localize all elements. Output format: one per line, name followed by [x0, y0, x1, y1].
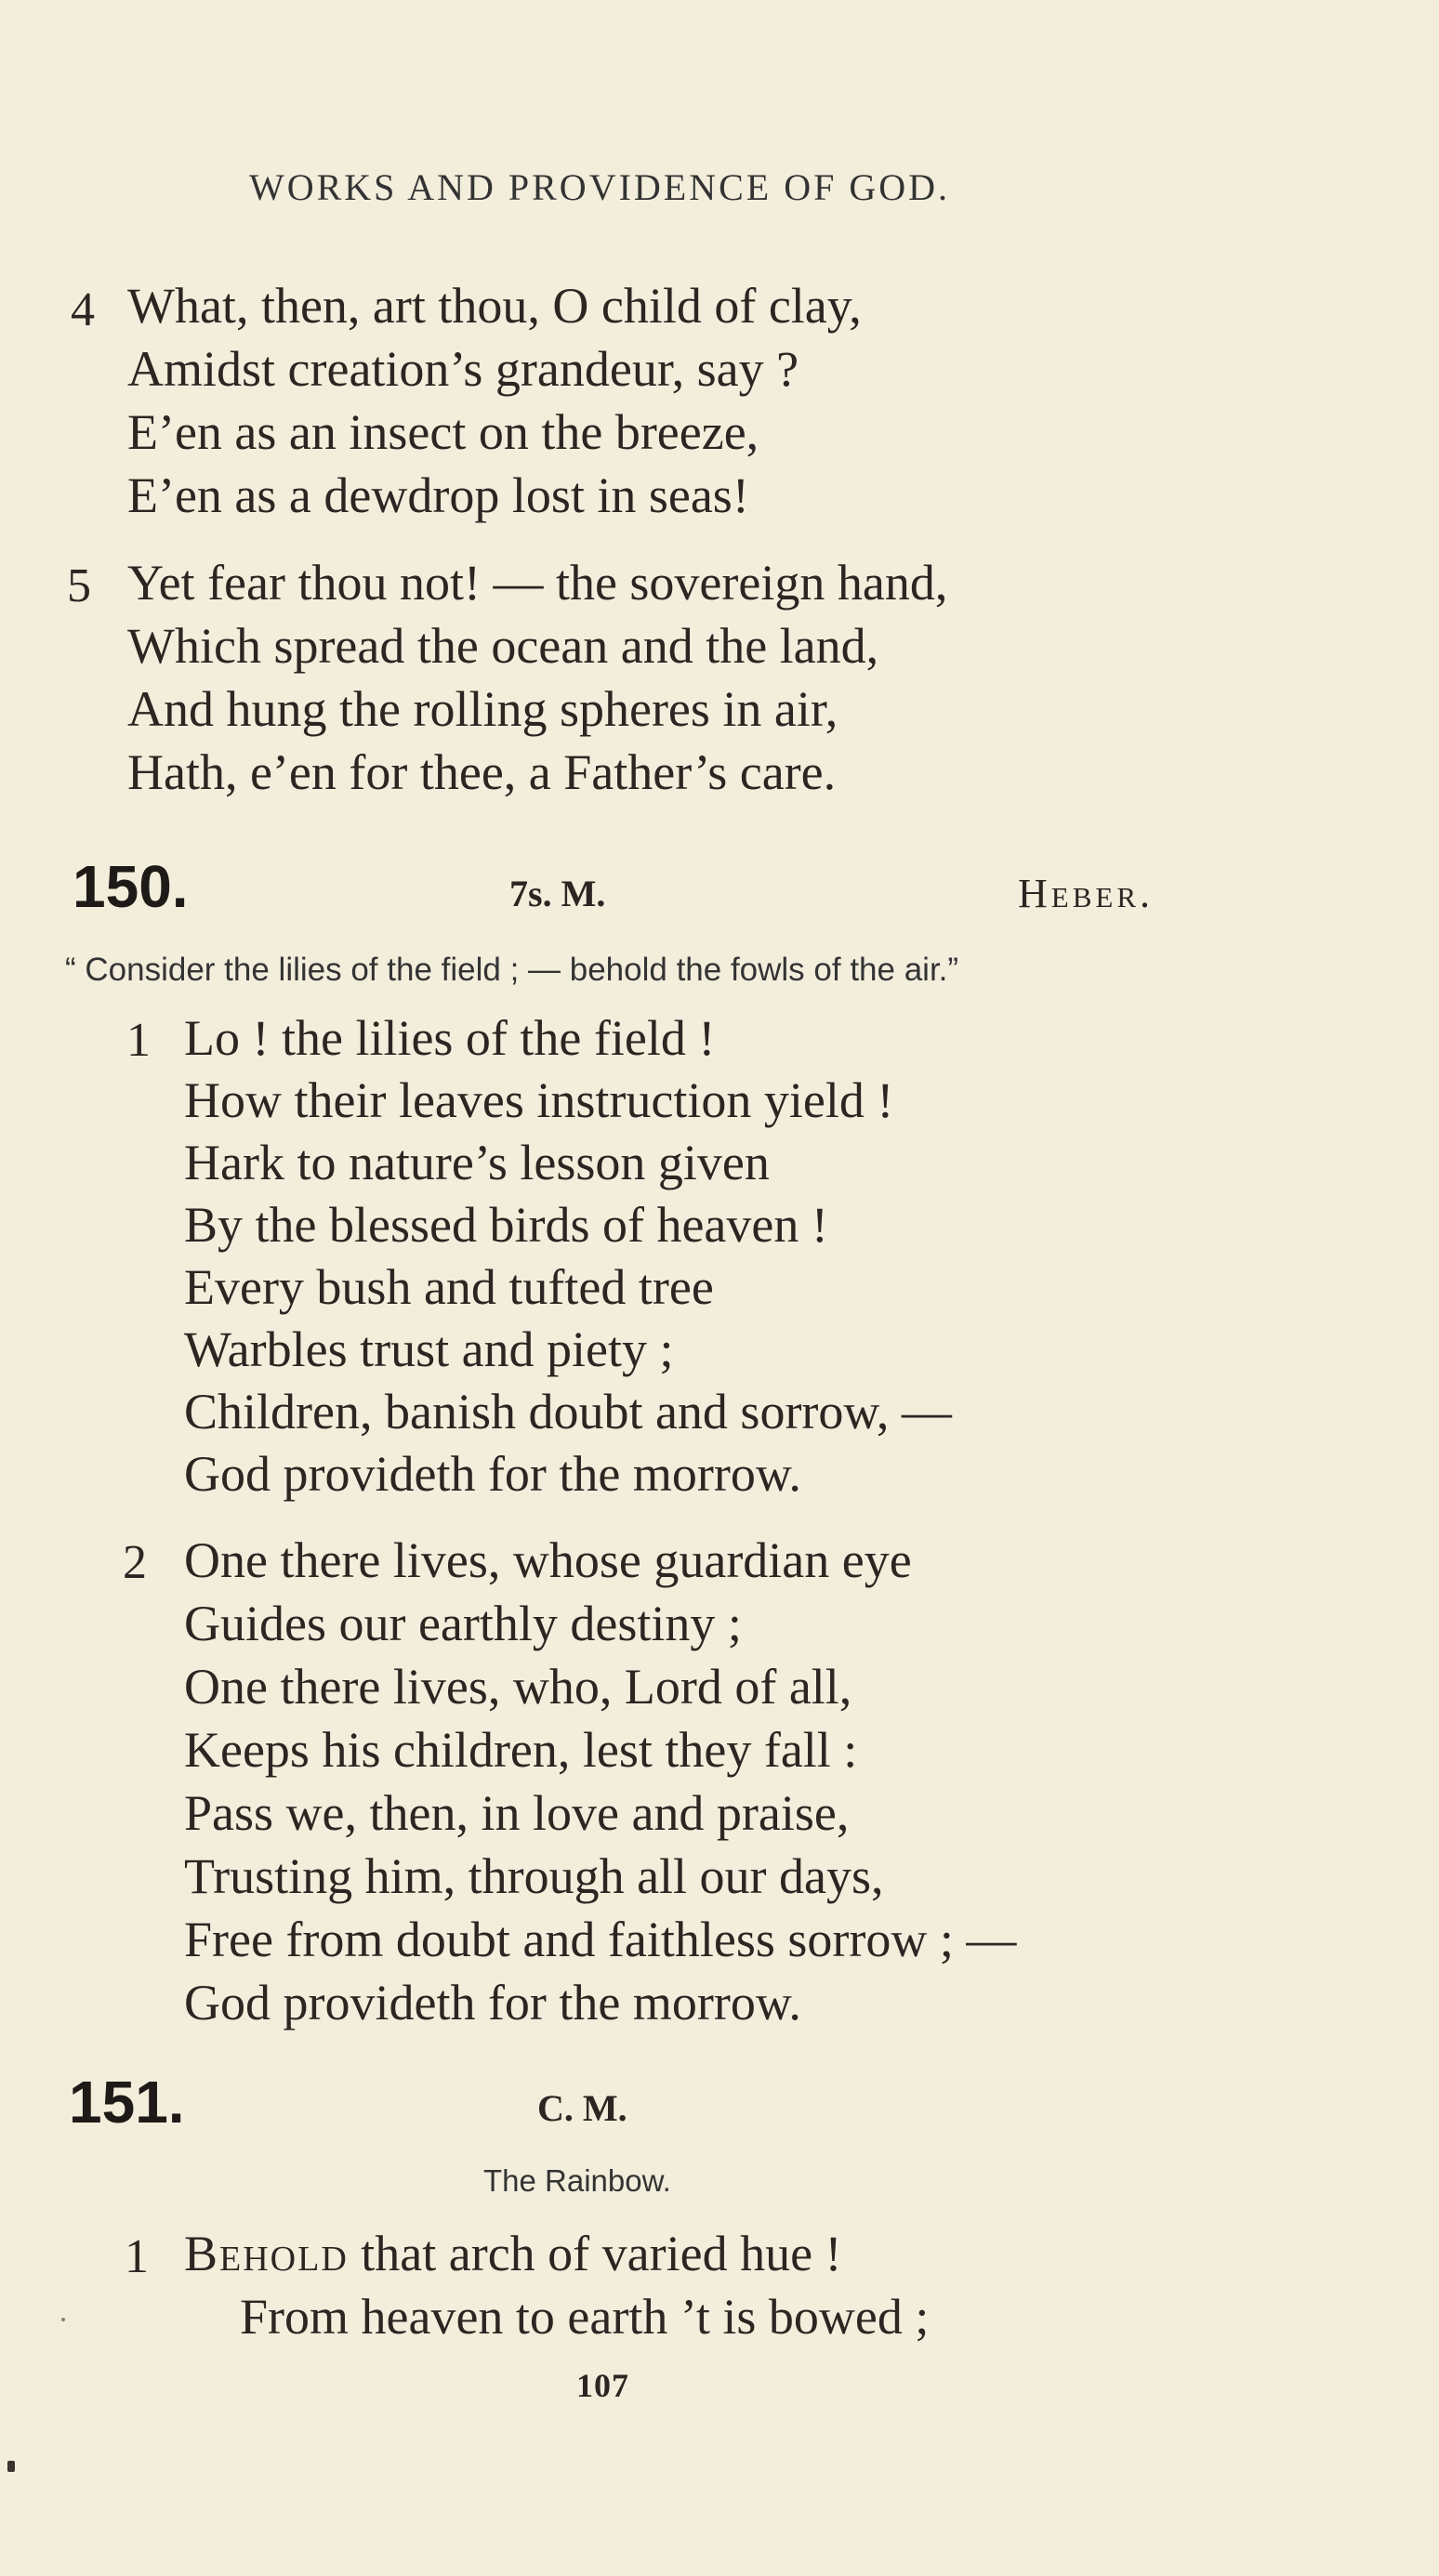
running-head: WORKS AND PROVIDENCE OF GOD.: [248, 166, 951, 208]
verse-line: God provideth for the morrow.: [184, 1975, 801, 2031]
verse-line: Pass we, then, in love and praise,: [184, 1785, 850, 1841]
verse-line: How their leaves instruction yield !: [184, 1072, 894, 1128]
verse-line: What, then, art thou, O child of clay,: [127, 278, 862, 334]
verse-line: [184, 2225, 842, 2282]
line-rest: that arch of varied hue !: [348, 2226, 842, 2281]
verse-line: Every bush and tufted tree: [184, 1259, 714, 1315]
hymn-subtitle: The Rainbow.: [483, 2163, 671, 2198]
hymn-number: 150.: [73, 853, 189, 920]
hymn-author: Heber.: [1018, 871, 1155, 916]
hymn-meter: C. M.: [537, 2087, 627, 2129]
verse-line: Yet fear thou not! — the sovereign hand,: [127, 555, 948, 611]
stanza-number: 1: [126, 1014, 151, 1067]
first-word: Behold: [184, 2226, 349, 2281]
stanza-number: 2: [123, 1536, 147, 1589]
page-number: 107: [576, 2367, 629, 2404]
verse-line: One there lives, whose guardian eye: [184, 1532, 912, 1588]
verse-line: Which spread the ocean and the land,: [127, 618, 879, 674]
verse-line: Guides our earthly destiny ;: [184, 1596, 742, 1651]
verse-line: E’en as an insect on the breeze,: [127, 404, 759, 460]
verse-line: Trusting him, through all our days,: [184, 1848, 884, 1904]
verse-line: Children, banish doubt and sorrow, —: [184, 1384, 952, 1439]
verse-line: Warbles trust and piety ;: [184, 1321, 674, 1377]
verse-line: One there lives, who, Lord of all,: [184, 1659, 852, 1715]
verse-line: Amidst creation’s grandeur, say ?: [127, 341, 799, 397]
hymn-number: 151.: [69, 2069, 185, 2136]
verse-line: Hark to nature’s lesson given: [184, 1135, 770, 1190]
print-speck: [7, 2461, 15, 2472]
stanza-number: 5: [67, 559, 91, 612]
verse-line: God provideth for the morrow.: [184, 1446, 801, 1502]
hymn-meter: 7s. M.: [509, 873, 606, 914]
verse-line: E’en as a dewdrop lost in seas!: [127, 467, 749, 523]
verse-line: Free from doubt and faithless sorrow ; —: [184, 1912, 1017, 1967]
stanza-number: 4: [71, 283, 95, 336]
print-speck: [61, 2318, 65, 2321]
verse-line: Lo ! the lilies of the field !: [184, 1010, 716, 1066]
verse-line: By the blessed birds of heaven !: [184, 1197, 828, 1253]
verse-line: And hung the rolling spheres in air,: [127, 681, 838, 737]
verse-line: Keeps his children, lest they fall :: [184, 1722, 858, 1778]
stanza-number: 1: [125, 2230, 149, 2283]
hymn-epigraph: “ Consider the lilies of the field ; — behold the fowls of the air.”: [65, 952, 959, 988]
verse-line: From heaven to earth ’t is bowed ;: [240, 2289, 930, 2345]
verse-line: Hath, e’en for thee, a Father’s care.: [127, 744, 837, 800]
